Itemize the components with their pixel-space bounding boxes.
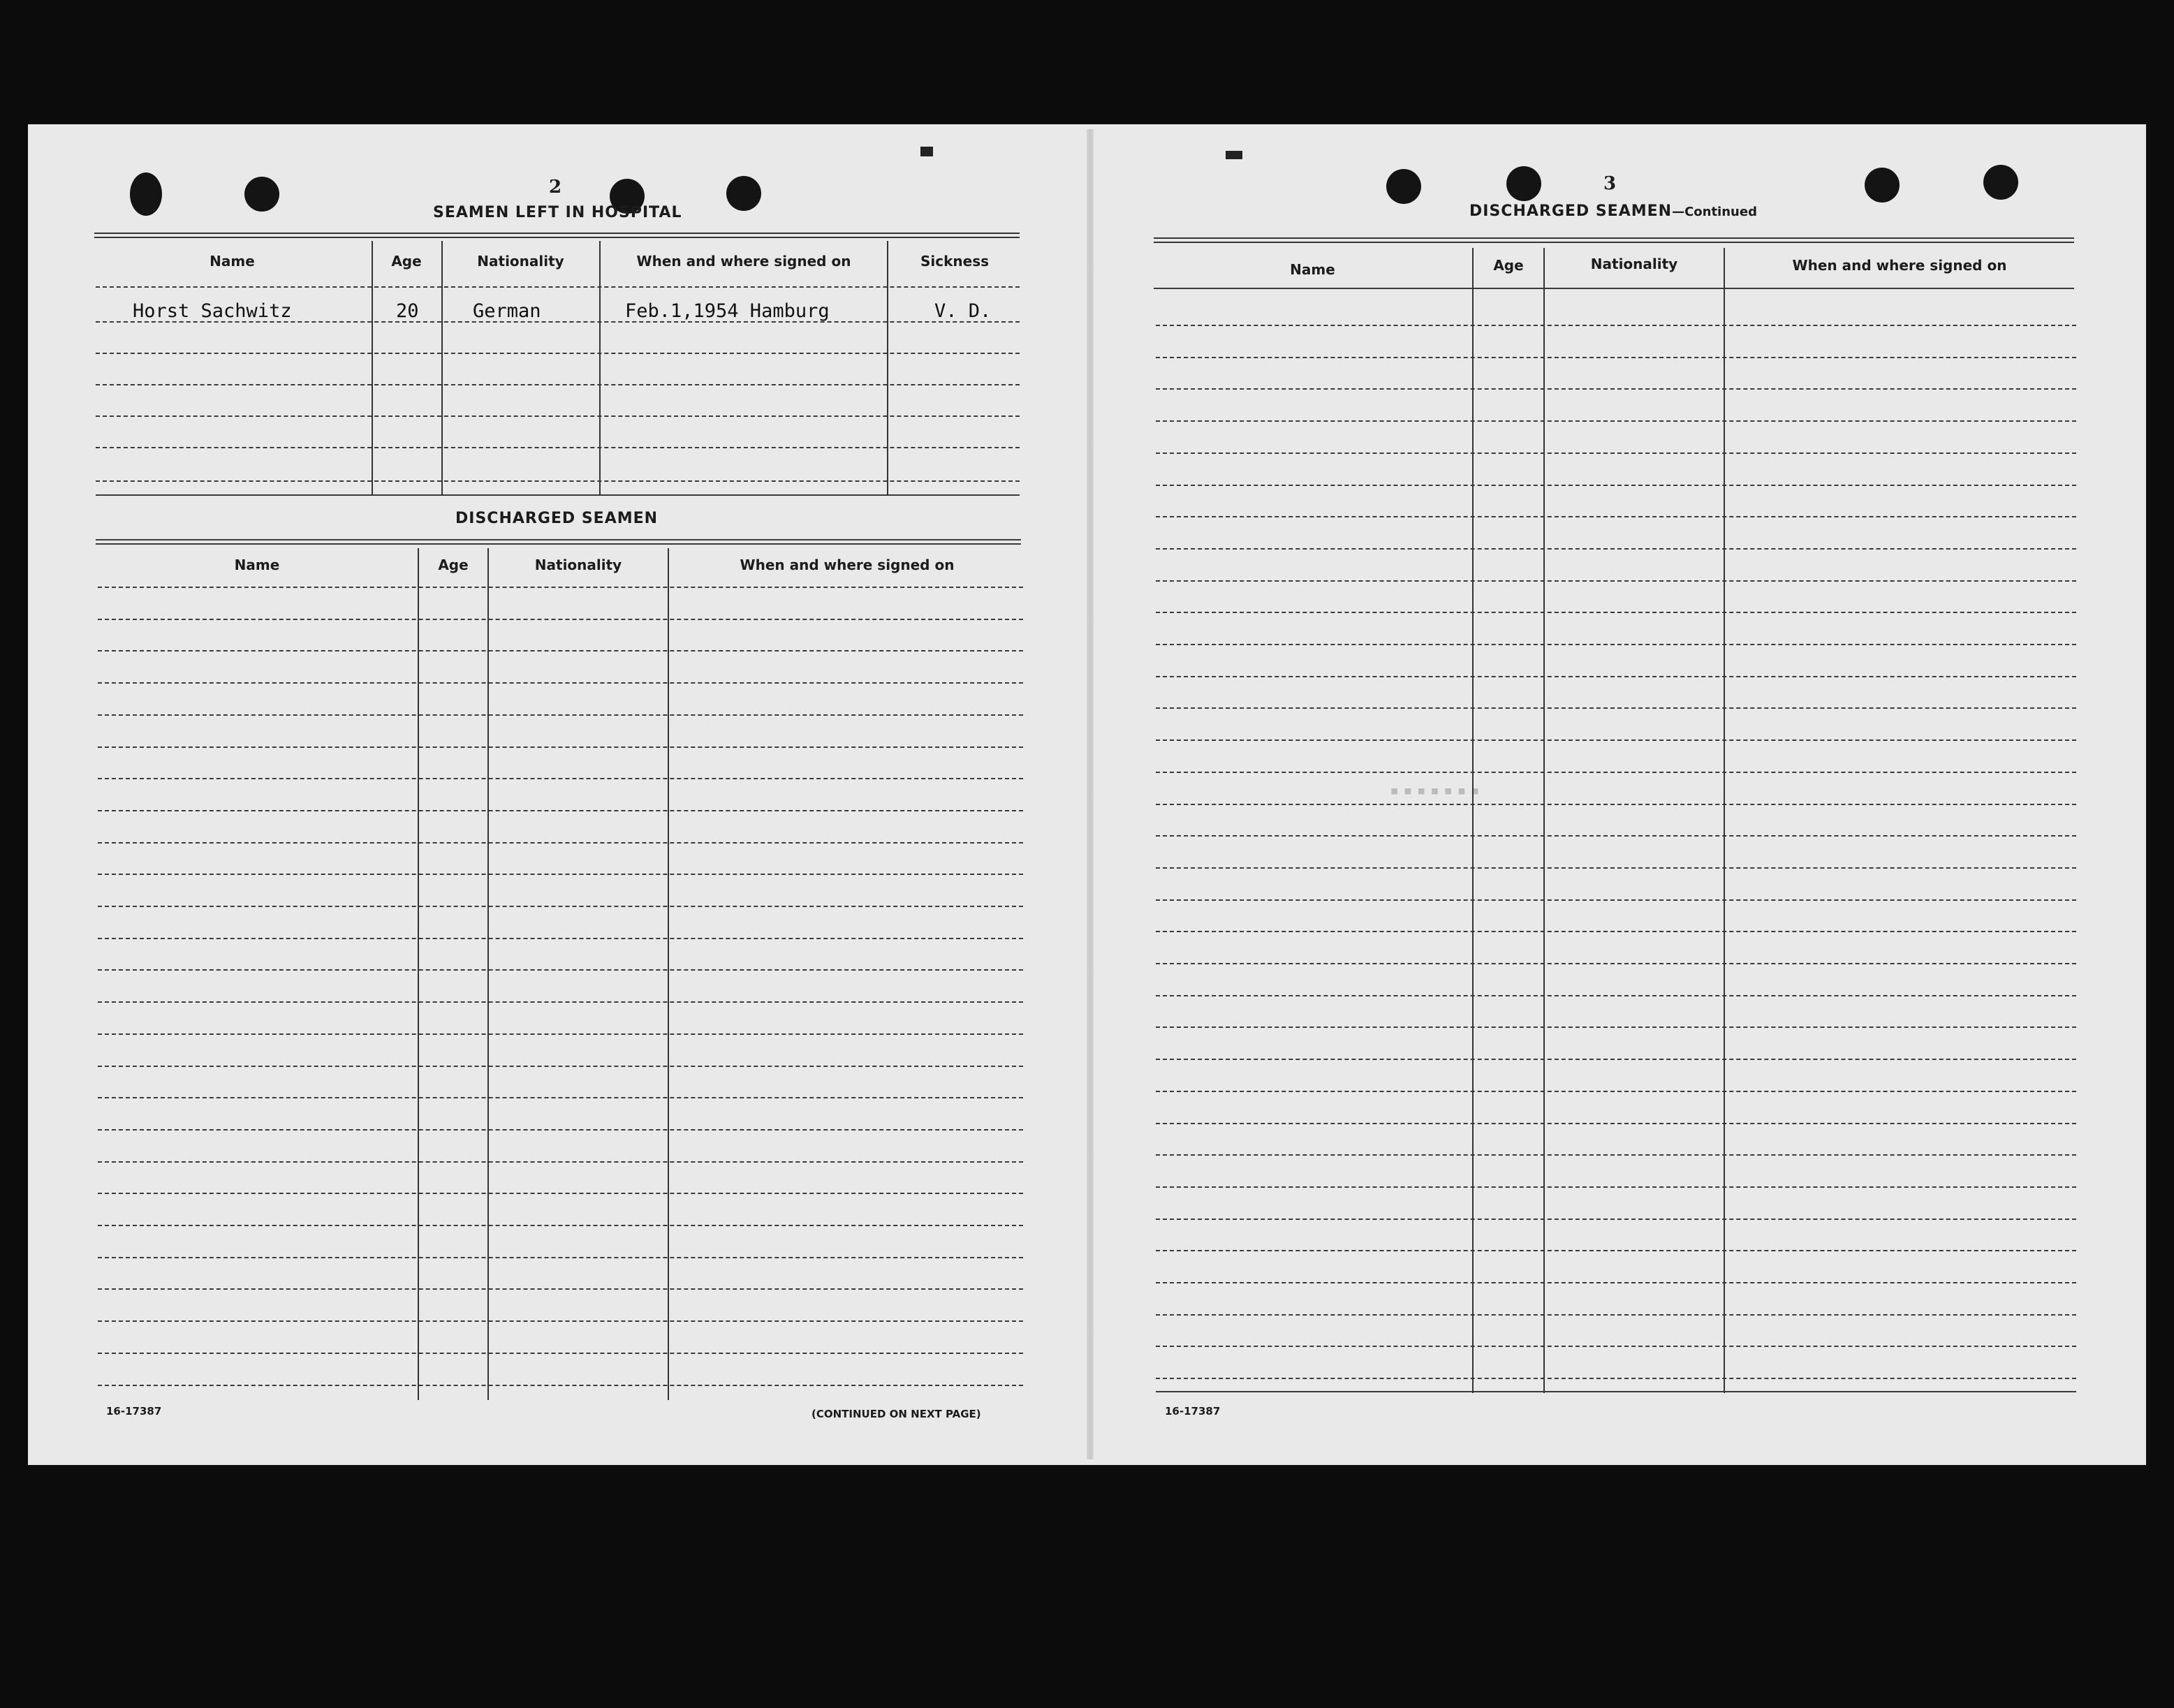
page-number-right: 3 xyxy=(1603,173,1617,194)
right-row-rule xyxy=(1156,644,2076,645)
discharged-row-rule xyxy=(98,906,1023,907)
right-row-rule xyxy=(1156,580,2076,582)
hospital-row-rule xyxy=(96,480,1020,482)
right-row-rule xyxy=(1156,995,2076,996)
hospital-column-divider xyxy=(599,241,601,496)
discharged-row-rule xyxy=(98,1097,1023,1098)
form-number-left: 16-17387 xyxy=(106,1405,162,1418)
right-row-rule xyxy=(1156,612,2076,613)
page-number-left: 2 xyxy=(548,177,562,198)
right-row-rule xyxy=(1156,931,2076,932)
discharged-row-rule xyxy=(98,1161,1023,1163)
hospital-bottom-rule xyxy=(96,494,1020,496)
right-column-divider xyxy=(1472,248,1474,1393)
discharged-row-rule xyxy=(98,1129,1023,1131)
hospital-entry-signed-on: Feb.1,1954 Hamburg xyxy=(625,300,830,322)
right-header-age: Age xyxy=(1493,257,1524,274)
discharged-row-rule xyxy=(98,1033,1023,1035)
left-page xyxy=(28,124,1089,1465)
discharged-row-rule xyxy=(98,1385,1023,1386)
discharged-header-signed-on: When and where signed on xyxy=(740,557,955,573)
right-row-rule xyxy=(1156,772,2076,773)
right-row-rule xyxy=(1156,899,2076,901)
discharged-row-rule xyxy=(98,587,1023,588)
discharged-row-rule xyxy=(98,1320,1023,1322)
right-row-rule xyxy=(1156,485,2076,486)
discharged-row-rule xyxy=(98,969,1023,971)
right-header-rule xyxy=(1154,288,2074,289)
right-row-rule xyxy=(1156,707,2076,709)
right-row-rule xyxy=(1156,516,2076,517)
ink-speck xyxy=(1226,151,1242,159)
discharged-row-rule xyxy=(98,746,1023,748)
hospital-section-title: SEAMEN LEFT IN HOSPITAL xyxy=(433,204,682,221)
right-row-rule xyxy=(1156,1186,2076,1188)
hospital-entry-sickness: V. D. xyxy=(934,300,992,322)
discharged-header-age: Age xyxy=(438,557,469,573)
right-row-rule xyxy=(1156,867,2076,869)
discharged-row-rule xyxy=(98,778,1023,779)
discharged-row-rule xyxy=(98,1257,1023,1258)
hospital-header-sickness: Sickness xyxy=(920,253,990,270)
right-row-rule xyxy=(1156,835,2076,837)
right-row-rule xyxy=(1156,804,2076,805)
right-header-nationality: Nationality xyxy=(1590,256,1678,272)
discharged-row-rule xyxy=(98,1353,1023,1354)
discharged-continued-title-suffix: —Continued xyxy=(1672,205,1757,219)
hospital-entry-age: 20 xyxy=(396,300,419,322)
hospital-row-rule xyxy=(96,286,1020,288)
discharged-row-rule xyxy=(98,1288,1023,1290)
binder-hole xyxy=(1865,168,1900,203)
discharged-row-rule xyxy=(98,650,1023,651)
discharged-continued-title xyxy=(1469,203,1757,220)
discharged-top-rule xyxy=(96,539,1021,540)
right-column-divider xyxy=(1543,248,1545,1393)
right-header-signed-on: When and where signed on xyxy=(1792,257,2007,274)
binder-hole xyxy=(130,172,162,216)
discharged-row-rule xyxy=(98,810,1023,811)
hospital-entry-nationality: German xyxy=(473,300,541,322)
discharged-column-divider xyxy=(668,548,669,1400)
hospital-entry-name: Horst Sachwitz xyxy=(133,300,292,322)
right-row-rule xyxy=(1156,388,2076,390)
hospital-header-nationality: Nationality xyxy=(477,253,564,270)
hospital-row-rule xyxy=(96,447,1020,448)
right-row-rule xyxy=(1156,1219,2076,1220)
discharged-row-rule xyxy=(98,1193,1023,1194)
discharged-top-rule xyxy=(96,543,1021,545)
hospital-row-rule xyxy=(96,415,1020,417)
binder-hole xyxy=(1386,169,1421,204)
right-row-rule xyxy=(1156,357,2076,358)
discharged-section-title: DISCHARGED SEAMEN xyxy=(455,510,659,527)
right-column-divider xyxy=(1724,248,1725,1393)
discharged-header-nationality: Nationality xyxy=(534,557,622,573)
right-row-rule xyxy=(1156,420,2076,422)
right-row-rule xyxy=(1156,1026,2076,1028)
right-row-rule xyxy=(1156,1250,2076,1251)
ink-speck xyxy=(920,147,933,156)
hospital-column-divider xyxy=(887,241,888,496)
right-row-rule xyxy=(1156,1282,2076,1283)
discharged-row-rule xyxy=(98,714,1023,716)
right-top-rule xyxy=(1154,237,2074,243)
faint-stamp-mark: ▪▪▪▪▪▪▪ xyxy=(1390,782,1484,800)
hospital-column-divider xyxy=(441,241,443,496)
right-row-rule xyxy=(1156,1123,2076,1124)
right-row-rule xyxy=(1156,676,2076,677)
discharged-row-rule xyxy=(98,619,1023,620)
right-row-rule xyxy=(1156,963,2076,964)
hospital-top-rule xyxy=(94,233,1020,238)
discharged-row-rule xyxy=(98,842,1023,844)
right-row-rule xyxy=(1156,739,2076,741)
hospital-row-rule xyxy=(96,384,1020,385)
discharged-continued-title-main: DISCHARGED SEAMEN xyxy=(1469,203,1673,220)
discharged-row-rule xyxy=(98,1066,1023,1067)
continued-note: (CONTINUED ON NEXT PAGE) xyxy=(811,1408,981,1420)
discharged-row-rule xyxy=(98,938,1023,939)
discharged-header-name: Name xyxy=(234,557,280,573)
hospital-column-divider xyxy=(372,241,373,496)
page-gutter xyxy=(1087,129,1094,1459)
right-bottom-rule xyxy=(1156,1391,2076,1392)
discharged-row-rule xyxy=(98,1001,1023,1003)
hospital-row-rule xyxy=(96,353,1020,354)
binder-hole xyxy=(726,176,761,211)
right-row-rule xyxy=(1156,452,2076,454)
right-row-rule xyxy=(1156,1378,2076,1379)
right-row-rule xyxy=(1156,1346,2076,1347)
discharged-column-divider xyxy=(487,548,489,1400)
right-row-rule xyxy=(1156,325,2076,326)
right-row-rule xyxy=(1156,1154,2076,1156)
right-header-name: Name xyxy=(1290,261,1335,278)
discharged-row-rule xyxy=(98,1225,1023,1226)
binder-hole xyxy=(244,177,279,212)
binder-hole xyxy=(1983,165,2018,200)
right-row-rule xyxy=(1156,1059,2076,1060)
binder-hole xyxy=(1506,166,1541,201)
form-number-right: 16-17387 xyxy=(1165,1405,1221,1418)
right-row-rule xyxy=(1156,1091,2076,1092)
right-row-rule xyxy=(1156,1314,2076,1316)
right-row-rule xyxy=(1156,548,2076,550)
hospital-header-signed-on: When and where signed on xyxy=(636,253,851,270)
discharged-row-rule xyxy=(98,874,1023,875)
hospital-header-age: Age xyxy=(391,253,422,270)
hospital-header-name: Name xyxy=(210,253,255,270)
discharged-row-rule xyxy=(98,682,1023,684)
hospital-row-rule xyxy=(96,321,1020,323)
discharged-column-divider xyxy=(418,548,419,1400)
